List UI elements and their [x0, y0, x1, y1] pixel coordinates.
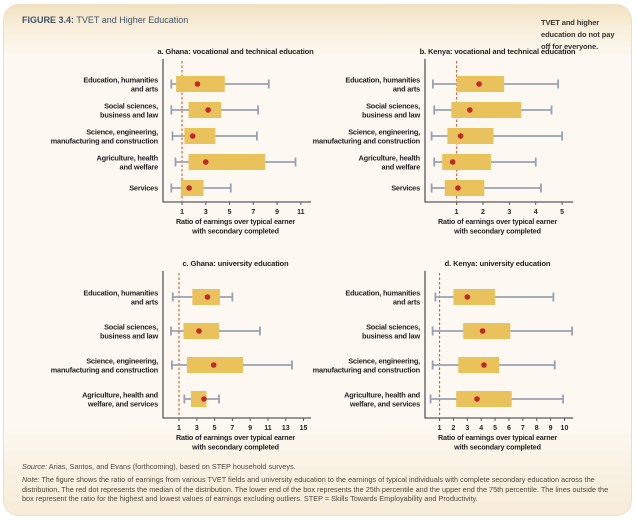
panel-title: d. Kenya: university education — [444, 259, 551, 268]
tick-label: 5 — [560, 209, 565, 216]
boxplot-svg — [312, 45, 576, 243]
x-axis-label: Ratio of earnings over typical earner — [437, 217, 558, 226]
median-dot — [450, 159, 456, 165]
category-label: Social sciences, — [104, 101, 158, 111]
median-dot — [211, 362, 217, 368]
category-label: and welfare — [119, 162, 158, 172]
tick-label: 9 — [248, 425, 253, 432]
tick-label: 7 — [520, 425, 525, 432]
tick-label: 5 — [212, 425, 217, 432]
tick-label: 1 — [177, 425, 181, 432]
tick-label: 4 — [533, 209, 538, 216]
category-label: and arts — [130, 297, 158, 307]
category-label: Social sciences, — [366, 101, 420, 111]
category-label: Agriculture, health and — [344, 390, 420, 400]
category-label: manufacturing and construction — [312, 365, 420, 375]
chart-panel-c — [15, 257, 313, 455]
category-label: Education, humanities — [345, 75, 420, 85]
tick-label: 1 — [437, 425, 442, 432]
tick-label: 7 — [230, 425, 235, 432]
x-axis-label: with secondary completed — [454, 226, 541, 236]
chart-panel-d — [312, 257, 575, 455]
note-label: Note: — [22, 474, 40, 484]
median-dot — [481, 362, 487, 368]
x-axis-label: with secondary completed — [192, 442, 279, 452]
tick-label: 3 — [507, 209, 512, 216]
median-dot — [205, 107, 211, 113]
tick-label: 7 — [251, 209, 256, 216]
tick-label: 6 — [506, 425, 511, 432]
category-label: business and law — [362, 110, 420, 120]
chart-panel-b — [312, 45, 576, 243]
tick-label: 13 — [281, 425, 290, 432]
tick-label: 3 — [194, 425, 199, 432]
median-dot — [196, 328, 202, 334]
category-label: and arts — [130, 84, 158, 94]
x-axis-label: Ratio of earnings over typical earner — [437, 433, 558, 442]
tick-label: 5 — [227, 209, 232, 216]
category-label: business and law — [100, 110, 158, 120]
median-dot — [476, 81, 482, 87]
median-dot — [186, 185, 192, 191]
category-label: manufacturing and construction — [312, 136, 420, 146]
category-label: Services — [129, 183, 158, 193]
x-axis-label: Ratio of earnings over typical earner — [175, 433, 296, 442]
category-label: Science, engineering, — [86, 356, 158, 366]
median-dot — [190, 133, 196, 139]
category-label: manufacturing and construction — [50, 136, 158, 146]
tick-label: 9 — [275, 209, 280, 216]
category-label: Science, engineering, — [348, 356, 420, 366]
category-label: Science, engineering, — [86, 127, 158, 137]
iqr-box — [451, 102, 521, 118]
category-label: Agriculture, health — [96, 153, 158, 163]
iqr-box — [453, 289, 495, 305]
iqr-box — [189, 154, 266, 170]
category-label: Education, humanities — [345, 288, 420, 298]
category-label: Education, humanities — [83, 288, 158, 298]
figure-note — [22, 475, 617, 504]
iqr-box — [463, 323, 510, 339]
charts-grid — [15, 45, 575, 455]
iqr-box — [442, 154, 491, 170]
chart-panel-a — [15, 45, 313, 243]
panel-title: a. Ghana: vocational and technical education — [157, 47, 314, 56]
tick-label: 2 — [481, 209, 485, 216]
panel-title: c. Ghana: university education — [182, 259, 289, 268]
iqr-box — [181, 180, 204, 196]
median-dot — [467, 107, 473, 113]
figure-title — [22, 15, 188, 25]
median-dot — [203, 159, 209, 165]
category-label: Social sciences, — [366, 322, 420, 332]
tick-label: 2 — [451, 425, 456, 432]
category-label: Education, humanities — [83, 75, 158, 85]
iqr-box — [184, 128, 215, 144]
x-axis-label: with secondary completed — [454, 442, 541, 452]
tick-label: 4 — [479, 425, 484, 432]
iqr-box — [456, 391, 512, 407]
category-label: and arts — [392, 297, 420, 307]
category-label: and arts — [392, 84, 420, 94]
tick-label: 10 — [560, 425, 569, 432]
iqr-box — [458, 357, 499, 373]
iqr-box — [189, 102, 222, 118]
category-label: business and law — [362, 331, 420, 341]
category-label: manufacturing and construction — [50, 365, 158, 375]
category-label: Services — [391, 183, 420, 193]
category-label: welfare, and services — [349, 399, 420, 409]
boxplot-svg — [15, 45, 313, 243]
median-dot — [458, 133, 464, 139]
median-dot — [195, 81, 201, 87]
figure-card — [3, 4, 632, 516]
tick-label: 11 — [297, 209, 305, 216]
category-label: and welfare — [381, 162, 420, 172]
median-dot — [455, 185, 461, 191]
median-dot — [465, 294, 471, 300]
tick-label: 1 — [180, 209, 184, 216]
median-dot — [474, 396, 480, 402]
tick-label: 9 — [548, 425, 553, 432]
panel-title: b. Kenya: vocational and technical education — [419, 47, 576, 56]
category-label: Agriculture, health and — [82, 390, 158, 400]
tick-label: 15 — [299, 425, 308, 432]
tick-label: 5 — [493, 425, 498, 432]
tick-label: 3 — [465, 425, 470, 432]
boxplot-svg — [312, 257, 575, 455]
boxplot-svg — [15, 257, 313, 455]
tick-label: 11 — [264, 425, 272, 432]
median-dot — [480, 328, 486, 334]
category-label: Science, engineering, — [348, 127, 420, 137]
category-label: business and law — [100, 331, 158, 341]
sidebar-callout: TVET and higher education do not pay off for everyone. — [541, 18, 615, 51]
category-label: Social sciences, — [104, 322, 158, 332]
iqr-box — [447, 128, 493, 144]
x-axis-label: Ratio of earnings over typical earner — [175, 217, 296, 226]
median-dot — [201, 396, 207, 402]
figure-number: FIGURE 3.4: — [22, 15, 75, 25]
tick-label: 8 — [534, 425, 539, 432]
source-note — [22, 462, 617, 472]
median-dot — [205, 294, 211, 300]
figure-title-text: TVET and Higher Education — [74, 15, 189, 25]
x-axis-label: with secondary completed — [192, 226, 279, 236]
note-text: The figure shows the ratio of earnings from various TVET fields and university education to the earnings of typical individuals with complete secondary education across the distribution. The red dot represents the median of the distribution. The lower end of the box represents the 25th percentile and the upper end the 75th percentile. The lines outside the box represent the ratio for the highest and lowest values of earnings excluding outliers. STEP = Skills Towards Employability and Productivity. — [22, 474, 609, 504]
tick-label: 3 — [203, 209, 208, 216]
category-label: welfare, and services — [87, 399, 158, 409]
iqr-box — [176, 76, 225, 92]
tick-label: 1 — [454, 209, 459, 216]
source-text: Arias, Santos, and Evans (forthcoming), based on STEP household surveys. — [47, 462, 296, 471]
source-label: Source: — [22, 462, 48, 471]
category-label: Agriculture, health — [358, 153, 420, 163]
figure-footer — [22, 462, 617, 507]
iqr-box — [445, 180, 485, 196]
